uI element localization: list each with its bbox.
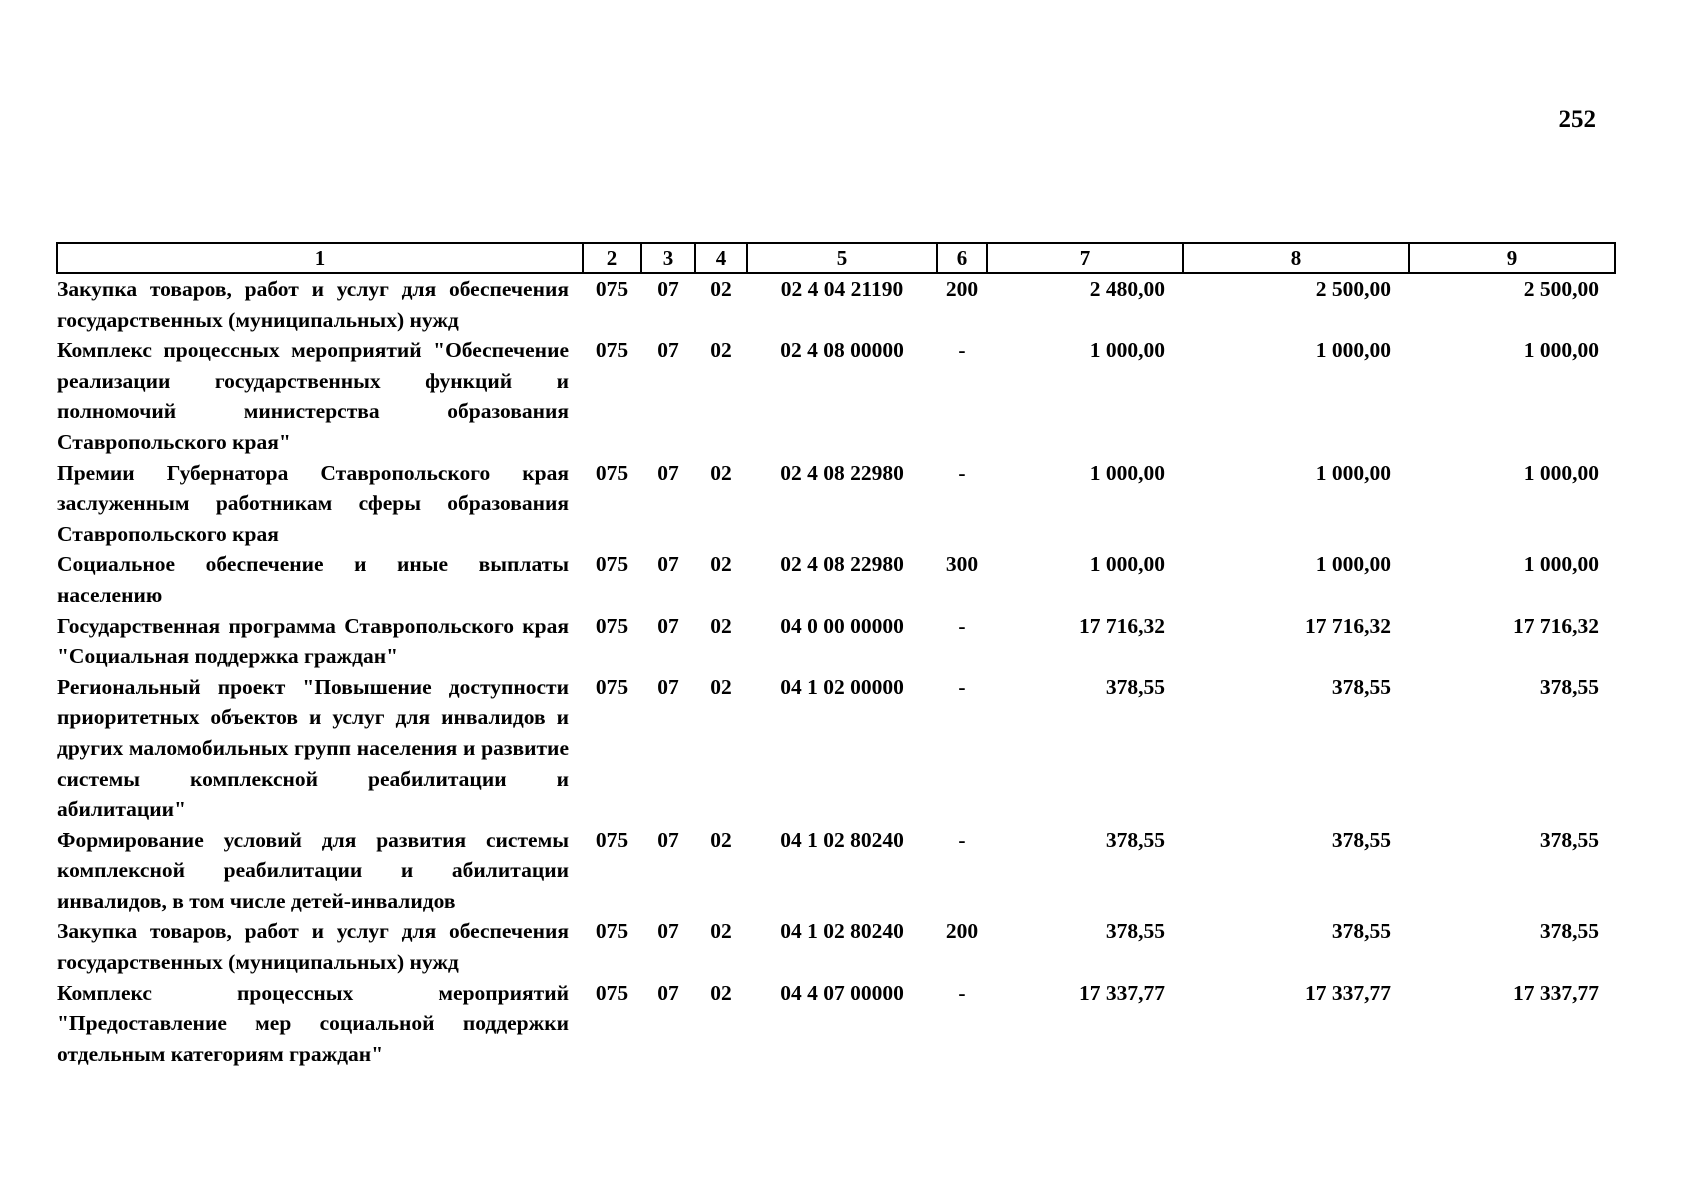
table-row	[57, 549, 1615, 610]
row-subsection-code: 02	[710, 827, 732, 852]
row-amount-col7: 17 716,32	[1079, 613, 1165, 638]
row-ministry-code: 075	[595, 460, 629, 485]
row-section-code: 07	[657, 980, 679, 1005]
row-expense-type: -	[958, 338, 966, 363]
table-row	[57, 611, 1615, 672]
row-expense-type: -	[958, 980, 966, 1005]
row-section-code: 07	[657, 460, 679, 485]
row-subsection-code: 02	[710, 613, 732, 638]
row-ministry-code: 075	[595, 552, 629, 577]
row-section-code: 07	[657, 277, 679, 301]
row-section-code: 07	[657, 552, 679, 577]
row-amount-col9: 1 000,00	[1523, 460, 1599, 485]
row-section-code: 07	[657, 613, 679, 638]
row-amount-col7: 378,55	[1105, 674, 1165, 699]
header-col-5: 5	[747, 243, 937, 273]
row-expense-type: -	[958, 613, 966, 638]
row-target-article: 04 1 02 80240	[780, 919, 904, 944]
row-name: Комплекс процессных мероприятий "Предоставление мер социальной поддержки отдельным категориям граждан"	[57, 980, 569, 1066]
row-amount-col9: 378,55	[1539, 919, 1599, 944]
header-col-1: 1	[57, 243, 583, 273]
header-col-6: 6	[937, 243, 987, 273]
row-name: Комплекс процессных мероприятий "Обеспечение реализации государственных функций и полномочий министерства образования Ставропольского края"	[57, 338, 569, 454]
row-amount-col8: 17 716,32	[1305, 613, 1391, 638]
row-expense-type: -	[958, 827, 966, 852]
row-amount-col8: 1 000,00	[1315, 338, 1391, 363]
table-row	[57, 916, 1615, 977]
row-expense-type: 200	[945, 277, 979, 301]
row-subsection-code: 02	[710, 980, 732, 1005]
row-ministry-code: 075	[595, 338, 629, 363]
row-name: Региональный проект "Повышение доступности приоритетных объектов и услуг для инвалидов и других маломобильных групп населения и развитие системы комплексной реабилитации и абилитации"	[57, 674, 569, 822]
row-amount-col9: 2 500,00	[1523, 277, 1599, 301]
row-section-code: 07	[657, 338, 679, 363]
row-amount-col8: 17 337,77	[1305, 980, 1391, 1005]
row-name: Премии Губернатора Ставропольского края заслуженным работникам сферы образования Ставропольского края	[57, 460, 569, 546]
row-amount-col8: 378,55	[1331, 827, 1391, 852]
row-amount-col8: 378,55	[1331, 919, 1391, 944]
row-section-code: 07	[657, 919, 679, 944]
row-subsection-code: 02	[710, 460, 732, 485]
row-amount-col7: 1 000,00	[1089, 460, 1165, 485]
table-row	[57, 978, 1615, 1070]
row-expense-type: 200	[945, 919, 979, 944]
row-ministry-code: 075	[595, 919, 629, 944]
table-header	[57, 243, 1615, 273]
row-amount-col9: 1 000,00	[1523, 552, 1599, 577]
row-target-article: 02 4 08 22980	[780, 552, 904, 577]
row-amount-col9: 17 337,77	[1513, 980, 1599, 1005]
table-row	[57, 672, 1615, 825]
row-subsection-code: 02	[710, 338, 732, 363]
row-amount-col9: 1 000,00	[1523, 338, 1599, 363]
row-subsection-code: 02	[710, 674, 732, 699]
row-target-article: 02 4 08 00000	[780, 338, 904, 363]
page-number: 252	[1558, 106, 1596, 133]
header-col-3: 3	[641, 243, 695, 273]
row-ministry-code: 075	[595, 674, 629, 699]
table-row	[57, 335, 1615, 457]
row-amount-col8: 1 000,00	[1315, 552, 1391, 577]
row-target-article: 04 1 02 80240	[780, 827, 904, 852]
row-amount-col7: 2 480,00	[1089, 277, 1165, 301]
row-name: Государственная программа Ставропольского края "Социальная поддержка граждан"	[57, 613, 569, 669]
row-section-code: 07	[657, 674, 679, 699]
row-target-article: 02 4 08 22980	[780, 460, 904, 485]
row-target-article: 04 1 02 00000	[780, 674, 904, 699]
row-name: Закупка товаров, работ и услуг для обеспечения государственных (муниципальных) нужд	[57, 277, 569, 332]
budget-table	[56, 242, 1616, 1069]
header-col-8: 8	[1183, 243, 1409, 273]
row-name: Формирование условий для развития системы комплексной реабилитации и абилитации инвалидов, в том числе детей-инвалидов	[57, 827, 569, 913]
row-target-article: 04 0 00 00000	[780, 613, 904, 638]
row-amount-col8: 378,55	[1331, 674, 1391, 699]
table-row	[57, 825, 1615, 917]
row-target-article: 04 4 07 00000	[780, 980, 904, 1005]
header-col-9: 9	[1409, 243, 1615, 273]
row-expense-type: 300	[945, 552, 979, 577]
row-expense-type: -	[958, 674, 966, 699]
row-amount-col8: 1 000,00	[1315, 460, 1391, 485]
row-amount-col7: 378,55	[1105, 919, 1165, 944]
table-row	[57, 273, 1615, 335]
row-subsection-code: 02	[710, 919, 732, 944]
row-section-code: 07	[657, 827, 679, 852]
table-row	[57, 458, 1615, 550]
row-amount-col7: 1 000,00	[1089, 552, 1165, 577]
row-amount-col9: 17 716,32	[1513, 613, 1599, 638]
row-amount-col9: 378,55	[1539, 827, 1599, 852]
row-subsection-code: 02	[710, 552, 732, 577]
row-name: Социальное обеспечение и иные выплаты населению	[57, 552, 569, 607]
row-ministry-code: 075	[595, 980, 629, 1005]
row-name: Закупка товаров, работ и услуг для обеспечения государственных (муниципальных) нужд	[57, 919, 569, 975]
row-amount-col8: 2 500,00	[1315, 277, 1391, 301]
row-subsection-code: 02	[710, 277, 732, 301]
row-amount-col7: 17 337,77	[1079, 980, 1165, 1005]
row-ministry-code: 075	[595, 827, 629, 852]
row-amount-col9: 378,55	[1539, 674, 1599, 699]
header-col-2: 2	[583, 243, 641, 273]
row-expense-type: -	[958, 460, 966, 485]
header-col-4: 4	[695, 243, 747, 273]
row-ministry-code: 075	[595, 277, 629, 301]
header-col-7: 7	[987, 243, 1183, 273]
header-row	[57, 243, 1615, 273]
row-amount-col7: 1 000,00	[1089, 338, 1165, 363]
row-target-article: 02 4 04 21190	[780, 277, 904, 301]
table-body	[57, 273, 1615, 1069]
row-ministry-code: 075	[595, 613, 629, 638]
row-amount-col7: 378,55	[1105, 827, 1165, 852]
